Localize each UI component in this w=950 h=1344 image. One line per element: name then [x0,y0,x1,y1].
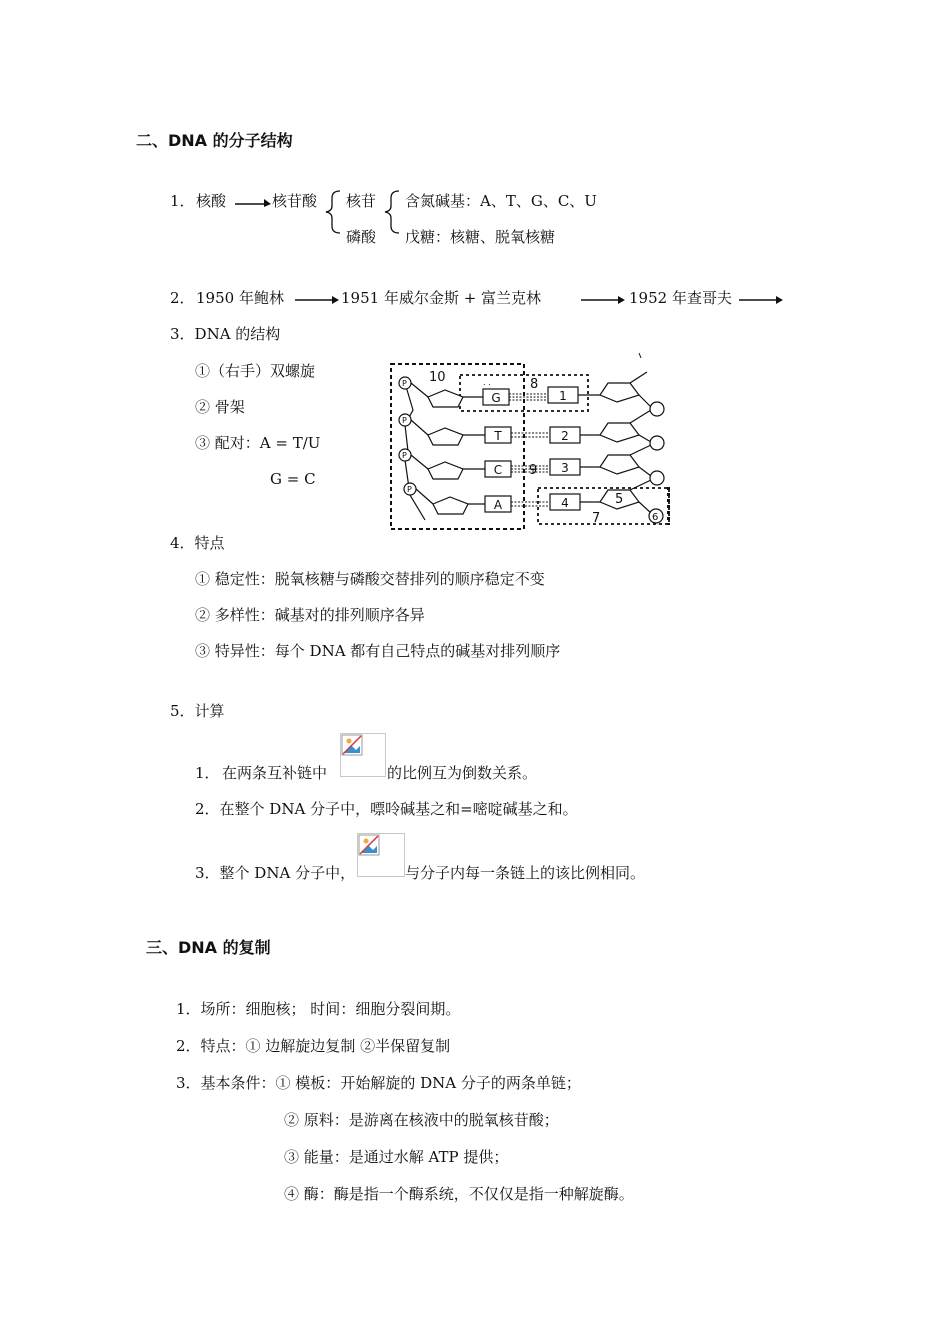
replication-conditions-template: 3．基本条件：① 模板：开始解旋的 DNA 分子的两条单链； [176,1074,581,1092]
item2-wilkins-franklin: 1951 年威尔金斯 + 富兰克林 [341,289,542,307]
phosphate-label: P [402,451,407,460]
item3-backbone: ② 骨架 [195,398,245,416]
phosphate-label: P [402,416,407,425]
item4-label: 4．特点 [170,534,225,552]
item4-diversity: ② 多样性：碱基对的排列顺序各异 [195,606,425,624]
replication-conditions-enzyme: ④ 酶：酶是指一个酶系统，不仅仅是指一种解旋酶。 [284,1185,634,1203]
item1-number: 1． [170,192,195,210]
item3-double-helix: ①（右手）双螺旋 [195,362,316,380]
arrow-right-icon [738,292,784,306]
calc1-number: 1． [195,764,220,782]
item3-pairing-gc: G = C [270,470,316,488]
section3-title: 三、DNA 的复制 [146,938,271,957]
calc3-text: 3．整个 DNA 分子中， [195,864,356,882]
base-right-3: 3 [561,461,569,475]
item2-pauling: 1950 年鲍林 [196,289,284,307]
calc3-text-cont: 与分子内每一条链上的该比例相同。 [405,864,646,882]
item5-label: 5．计算 [170,702,225,720]
label-9: 9 [529,463,538,478]
replication-conditions-materials: ② 原料：是游离在核液中的脱氧核苷酸； [284,1111,559,1129]
item4-stability: ① 稳定性：脱氧核糖与磷酸交替排列的顺序稳定不变 [195,570,545,588]
broken-image-icon [357,833,405,877]
dna-structure-diagram [385,350,680,535]
broken-image-icon [340,733,386,777]
base-right-4: 4 [561,496,569,510]
phosphate-label: P [402,379,407,388]
arrow-right-icon [580,292,626,306]
replication-features: 2．特点：① 边解旋边复制 ②半保留复制 [176,1037,451,1055]
item1-nucleotide: 核苷酸 [272,192,318,210]
brace-left-icon [322,188,344,236]
base-left-1: G [491,391,501,405]
svg-text:. .: . . [483,378,491,387]
item1-bases: 含氮碱基：A、T、G、C、U [405,192,597,210]
label-5: 5 [615,492,624,507]
arrow-right-icon [234,194,272,208]
arrow-right-icon [294,292,340,306]
calc1-text-cont: 的比例互为倒数关系。 [387,764,538,782]
item1-nucleic-acid: 核酸 [196,192,227,210]
item3-pairing: ③ 配对：A = T/U [195,434,321,452]
item1-nucleoside: 核苷 [346,192,377,210]
label-7: 7 [592,511,601,526]
phosphate-label: P [407,485,412,494]
brace-left-icon [381,188,403,236]
item1-pentose: 戊糖：核糖、脱氧核糖 [405,228,556,246]
section2-title: 二、DNA 的分子结构 [136,131,293,150]
replication-conditions-energy: ③ 能量：是通过水解 ATP 提供； [284,1148,509,1166]
calc1-text: 在两条互补链中 [222,764,328,782]
item2-number: 2． [170,289,195,307]
base-right-1: 1 [559,389,567,403]
base-left-2: T [494,429,502,443]
label-8: 8 [530,377,539,392]
base-right-2: 2 [561,429,569,443]
label-10: 10 [429,370,446,385]
base-left-3: C [493,463,503,477]
calc2-text: 2．在整个 DNA 分子中，嘌呤碱基之和=嘧啶碱基之和。 [195,800,578,818]
base-left-4: A [493,498,503,512]
replication-location: 1．场所：细胞核； 时间：细胞分裂间期。 [176,1000,461,1018]
item3-label: 3．DNA 的结构 [170,325,281,343]
label-6: 6 [652,512,659,523]
item2-chargaff: 1952 年查哥夫 [629,289,732,307]
item1-phosphate: 磷酸 [346,228,377,246]
item4-specificity: ③ 特异性：每个 DNA 都有自己特点的碱基对排列顺序 [195,642,561,660]
